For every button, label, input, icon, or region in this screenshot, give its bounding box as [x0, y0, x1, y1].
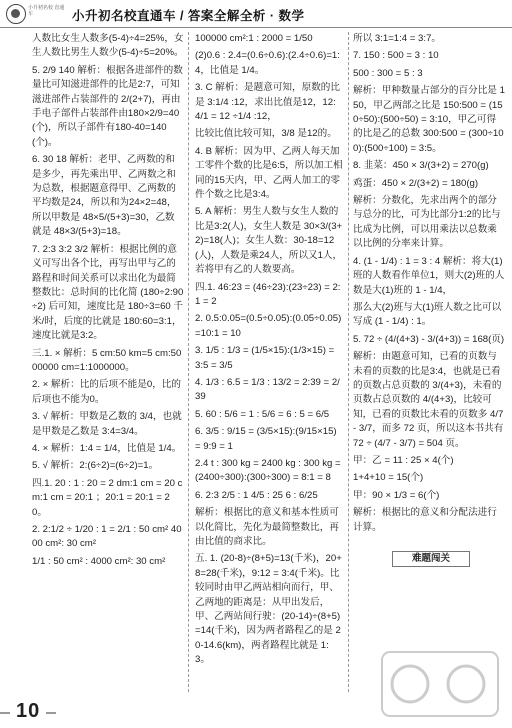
answer-item: 6. 2:3 2/5 : 1 4/5 : 25 6 : 6/25	[195, 489, 318, 501]
answer-item: 8. 韭菜：450 × 3/(3+2) = 270(g)	[353, 160, 489, 172]
answer-column-middle	[195, 32, 343, 671]
answer-item: 1/1 : 50 cm² : 4000 cm²: 30 cm²	[32, 555, 166, 567]
page-number-dash	[46, 712, 56, 714]
column-divider	[188, 32, 189, 692]
answer-item: 解析：根据比的意义和分配法进行计算。	[353, 507, 497, 533]
answer-item: 解析：根据比的意义和基本性质可以化简比，先化为最简整数比，再由比值的商求比。	[195, 507, 339, 547]
answer-item: 甲：乙 = 11 : 25 × 4(个)	[353, 454, 454, 466]
answer-item: 3. 1/5 : 1/3 = (1/5×15):(1/3×15) = 3:5 = 3/5	[195, 345, 337, 371]
answer-item: 4. 1/3 : 6.5 = 1/3 : 13/2 = 2:39 = 2/39	[195, 376, 340, 403]
header-rule	[0, 27, 512, 28]
answer-column-left	[32, 32, 184, 572]
answer-item: 5. A 解析：男生人数与女生人数的比是3:2(人)，女生人数是 30×3/(3+2)=18(人)；女生人数：30-18=12(人)，人数是乘24人，所以又1人，若将甲有乙的人数要高。	[195, 206, 343, 276]
answer-item: 2. 2:1/2 ÷ 1/20 : 1 = 2/1 : 50 cm² 4000 cm²: 30 cm²	[32, 524, 182, 550]
answer-item: 解析：甲种数量占部分的百分比是 150，甲乙两部之比是 150:500 = (150÷50):(500÷50) = 3:10，甲乙可得的比是乙的总数 300:500 = (300÷100):(500÷100) = 3:5。	[353, 85, 505, 154]
answer-item: 2. 0.5:0.05=(0.5÷0.05):(0.05÷0.05)=10:1 = 10	[195, 313, 342, 339]
answer-item: 7. 150 : 500 = 3 : 10	[353, 50, 439, 62]
answer-item: 那么大(2)班与大(1)班人数之比可以写成 (1 - 1/4) : 1。	[353, 301, 502, 328]
answer-item: 3. C 解析：是题意可知，原数的比是 3:1/4 :12，求出比值是12，12:4/1 = 12 ÷1/4 :12，	[195, 82, 340, 123]
answer-item: 5. √ 解析：2:(6÷2)=(6÷2)=1。	[32, 460, 159, 472]
answer-item: 4. B 解析：因为甲、乙两人每天加工零件个数的比是6:5，所以加工相同的15天内，甲、乙两人加工的零件个数之比是3:4。	[195, 145, 343, 201]
page-number-dash	[0, 712, 10, 714]
answer-item: 5. 72 ÷ (4/(4+3) - 3/(4+3)) = 168(页)	[353, 333, 505, 345]
answer-item: 鸡蛋：450 × 2/(3+2) = 180(g)	[353, 177, 479, 189]
answer-item: 比较比值比较可知，3/8 是12的。	[195, 128, 337, 140]
answer-item: 2. × 解析：比的后项不能是0，比的后项也不能为0。	[32, 379, 181, 405]
logo-icon	[6, 4, 26, 24]
answer-item: 五. 1. (20-8)÷(8+5)=13(千米)，20+8=28(千米)，9:12 = 3:4(千米)。比较同时由甲乙两站相向而行，甲、乙两地的距离是：从甲出发后，甲、乙两站间行驶：(20-14)÷(8+5)=14(千米)，因为两者路程乙的是 20-14.6(km)，两者路程比就是 1:3。	[195, 553, 342, 666]
answer-item: 4. × 解析：1:4 = 1/4，比值是 1/4。	[32, 442, 182, 454]
running-title: 小升初名校直通车 / 答案全解全析 · 数学	[72, 9, 305, 23]
answer-item: 解析：由题意可知，已看的页数与未看的页数的比是3:4，也就是已看的页数占总页数的 3/(4+3)，未看的页数占总页数的 4/(4+3)，比较可知，已看的页数比未看的页数多 4/7 - 3/7，而多 72 页，所以这本书共有 72 ÷ (4/7 - 3/7) = 504 页。	[353, 351, 506, 449]
page-number: 10	[16, 700, 41, 722]
answer-item: 4. (1 - 1/4) : 1 = 3 : 4 解析：将大(1)班的人数看作单位1，则大(2)班的人数是大(1)班的 1 - 1/4，	[353, 255, 505, 296]
section-box: 难题闯关	[392, 551, 470, 567]
answer-item: 500 : 300 = 5 : 3	[353, 67, 423, 79]
page-header	[0, 0, 512, 28]
answer-item: 所以 3:1=1:4 = 3:7。	[353, 33, 441, 44]
answer-item: 100000 cm²:1 : 2000 = 1/50	[195, 33, 313, 44]
answer-item: 1+4+10 = 15(个)	[353, 472, 424, 484]
answer-item: 3. √ 解析：甲数是乙数的 3/4，也就是甲数是乙数是 3:4=3/4。	[32, 411, 182, 437]
logo-subtitle: 小升初名校 直通车	[28, 5, 65, 17]
answer-item: 四.1. 20 : 1 : 20 = 2 dm:1 cm = 20 cm:1 cm = 20:1 ；20:1 = 20:1 = 20。	[32, 477, 183, 518]
answer-item: 四.1. 46:23 = (46÷23):(23÷23) = 2:1 = 2	[195, 281, 341, 307]
answer-item: 甲：90 × 1/3 = 6(个)	[353, 489, 440, 501]
answer-item: 6. 30 18 解析：老甲、乙两数的和是多少，再先乘出甲、乙两数之和为总数，根据题意得甲、乙两数的平均数是24，所以和为24×2=48，所以甲数是 48×5/(5+3)=30，乙数就是 48×3/(5+3)=18。	[32, 154, 177, 238]
answer-item: (2)0.6 : 2.4=(0.6÷0.6):(2.4÷0.6)=1:4，比值是 1/4。	[195, 50, 340, 76]
answer-item: 7. 2:3 3:2 3/2 解析：根据比例的意义可写出各个比，再写出甲与乙的路程和时间关系可以求出化为最简整数比：总时间的比化简 (180÷2:90÷2) 后可知，速度比是 180÷3=60 千米/时，后度的比就是 180:60=3:1，速度比就是3:2。	[32, 243, 184, 342]
answer-column-right	[353, 32, 505, 538]
answer-item: 5. 2/9 140 解析：根据各进部件的数量比可知滋进部件的比是2:7，可知滋进部件占装部件的 2/(2+7)，再由手电子部件占装部件由180×2/9=40(个)，所以子部件有180-40=140(个)。	[32, 64, 183, 148]
answer-item: 6. 3/5 : 9/15 = (3/5×15):(9/15×15) = 9:9 = 1	[195, 426, 340, 452]
answer-item: 三.1. × 解析：5 cm:50 km=5 cm:5000000 cm=1:1000000。	[32, 347, 182, 373]
column-divider	[348, 32, 349, 692]
answer-item: 人数比女生人数多(5-4)÷4=25%，女生人数比男生人数少(5-4)÷5=20%。	[32, 33, 184, 59]
answer-item: 解析：分数化，先求出两个的部分与总分的比，可为比部分1:2的比与比成为比例，可以用乘法以总数乘以比例的分率来计算。	[353, 195, 501, 250]
answer-item: 2.4 t : 300 kg = 2400 kg : 300 kg = (2400÷300):(300÷300) = 8:1 = 8	[195, 457, 344, 484]
watermark-stamp	[380, 648, 500, 720]
answer-item: 5. 60 : 5/6 = 1 : 5/6 = 6 : 5 = 6/5	[195, 408, 330, 420]
